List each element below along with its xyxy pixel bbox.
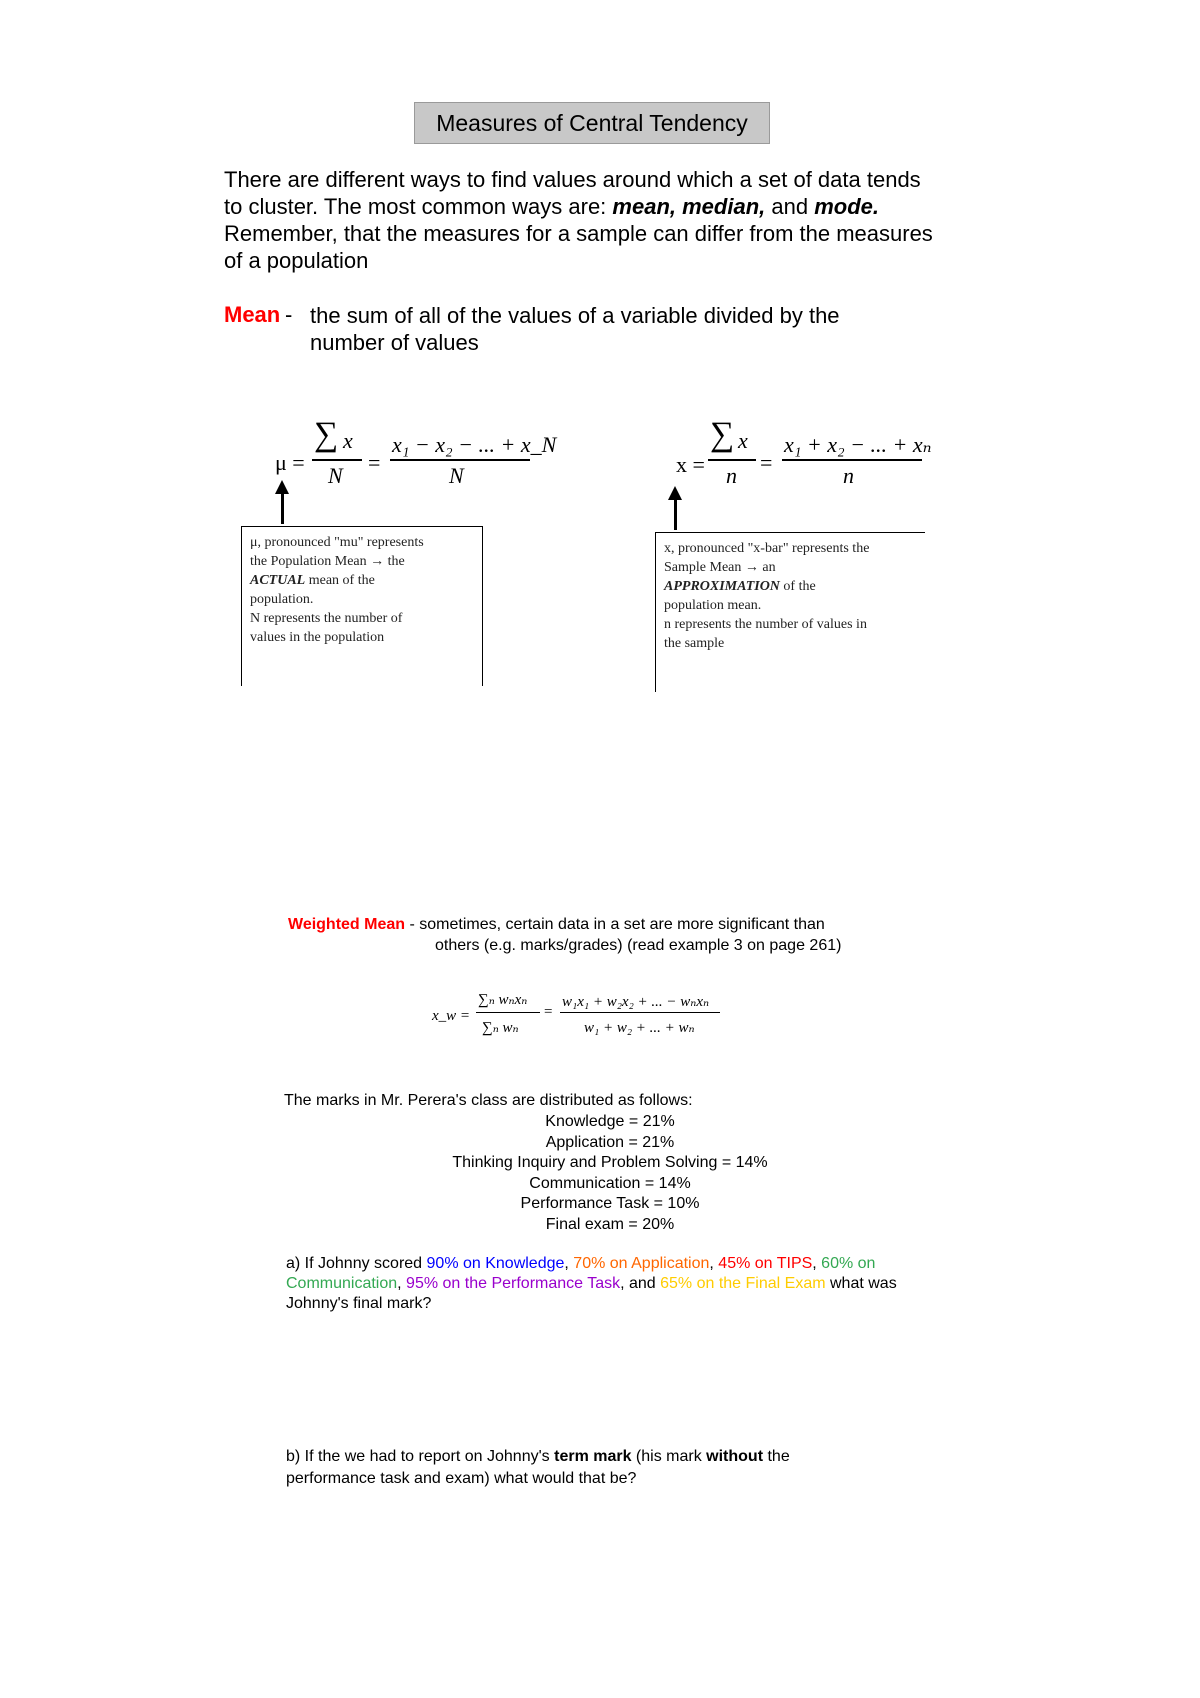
qa-communication-1: 60% on <box>821 1255 876 1272</box>
fraction-bar <box>476 1012 540 1013</box>
formula-equals: = <box>368 450 381 475</box>
note-line: the Population Mean → the <box>250 554 405 569</box>
list-item: Performance Task = 10% <box>520 1195 700 1212</box>
intro-text-2: Remember, that the measures for a sample can differ from the measures of a population <box>224 221 933 273</box>
note-emphasis: APPROXIMATION <box>664 579 780 594</box>
formula-lhs: μ = <box>275 450 305 475</box>
note-line: N represents the number of <box>250 611 403 626</box>
qb-term: term mark <box>554 1448 632 1465</box>
formula-equals: = <box>760 450 773 475</box>
distribution-list <box>400 1112 820 1235</box>
sigma-icon: ∑ <box>314 416 339 453</box>
note-line: μ, pronounced "mu" represents <box>250 535 424 550</box>
question-a: a) If Johnny scored 90% on Knowledge, 70% on Application, 45% on TIPS, 60% on Communication, 95% on the Performance Task, and 65% on the Final Exam what was Johnny's final mark? <box>286 1254 926 1314</box>
list-item: Knowledge = 21% <box>545 1113 675 1130</box>
qa-tips: 45% on TIPS <box>718 1255 813 1272</box>
list-item: Application = 21% <box>545 1133 675 1151</box>
formula-numerator: x <box>343 428 353 453</box>
weighted-mean-text-2: others (e.g. marks/grades) (read example 3 on page 261) <box>435 937 842 954</box>
qa-application: 70% on Application <box>573 1255 710 1272</box>
formula-lhs: x = <box>676 452 705 477</box>
note-line-rest: mean of the <box>305 573 375 588</box>
mean-dash: - <box>285 302 293 327</box>
qa-suffix: what was <box>825 1275 897 1292</box>
list-item: Final exam = 20% <box>545 1215 675 1233</box>
qa-communication-2: Communication <box>286 1275 398 1292</box>
formula-expansion: w₁x₁ + w₂x₂ + ... − wₙxₙ <box>562 994 710 1010</box>
note-line: population. <box>250 592 314 607</box>
mean-term: Mean <box>224 302 281 327</box>
mean-definition: the sum of all of the values of a variable divided by the number of values <box>310 303 840 355</box>
note-line: x, pronounced "x-bar" represents the <box>664 541 870 556</box>
qa-performance: 95% on the Performance Task <box>406 1275 621 1292</box>
note-emphasis: ACTUAL <box>250 573 306 588</box>
qb-middle: (his mark <box>631 1448 707 1465</box>
formula-lhs: x_w = <box>432 1008 471 1024</box>
formula-expansion-denominator: N <box>449 463 464 488</box>
weighted-mean-text: - sometimes, certain data in a set are more significant than <box>405 916 825 933</box>
intro-text-1: There are different ways to find values around which a set of data tends to cluster. The most common ways are: <box>224 167 921 219</box>
fraction-bar <box>560 1012 720 1013</box>
term-median: median, <box>682 194 766 219</box>
formula-expansion: x₁ + x₂ − ... + xₙ <box>784 432 932 457</box>
qa-knowledge: 90% on Knowledge <box>426 1255 565 1272</box>
formula-denominator: n <box>726 463 737 488</box>
formula-numerator: x <box>738 428 748 453</box>
formula-numerator: ∑ₙ wₙxₙ <box>478 992 528 1008</box>
question-b <box>286 1446 926 1490</box>
formula-equals: = <box>544 1004 553 1020</box>
qb-without: without <box>706 1448 764 1465</box>
formula-expansion-denominator: w₁ + w₂ + ... + wₙ <box>584 1020 695 1036</box>
formula-expansion: x₁ − x₂ − ... + x_N <box>392 432 557 457</box>
formula-denominator: ∑ₙ wₙ <box>482 1020 519 1036</box>
note-line: values in the population <box>250 630 385 645</box>
qb-prefix: b) If the we had to report on Johnny's <box>286 1448 555 1465</box>
note-line: n represents the number of values in <box>664 617 867 632</box>
qa-exam: 65% on the Final Exam <box>660 1275 826 1292</box>
qb-suffix: the <box>763 1448 790 1465</box>
note-line-rest: of the <box>779 579 816 594</box>
distribution-intro: The marks in Mr. Perera's class are distributed as follows: <box>284 1092 693 1109</box>
note-line: population mean. <box>664 598 762 613</box>
note-line: Sample Mean → an <box>664 560 776 575</box>
qa-line-3: Johnny's final mark? <box>286 1295 432 1312</box>
qa-and: , and <box>620 1275 661 1292</box>
sigma-icon: ∑ <box>710 416 735 453</box>
note-line: the sample <box>664 636 725 651</box>
formula-expansion-denominator: n <box>843 463 854 488</box>
formula-denominator: N <box>328 463 343 488</box>
term-mean: mean, <box>612 194 676 219</box>
list-item: Thinking Inquiry and Problem Solving = 14% <box>452 1154 768 1171</box>
qb-line-2: performance task and exam) what would that be? <box>286 1470 637 1487</box>
list-item: Communication = 14% <box>529 1174 691 1192</box>
weighted-mean-term: Weighted Mean <box>288 916 406 933</box>
term-mode: mode. <box>814 194 879 219</box>
intro-and: and <box>765 194 815 219</box>
page-title: Measures of Central Tendency <box>414 102 770 144</box>
qa-prefix: a) If Johnny scored <box>286 1255 427 1272</box>
